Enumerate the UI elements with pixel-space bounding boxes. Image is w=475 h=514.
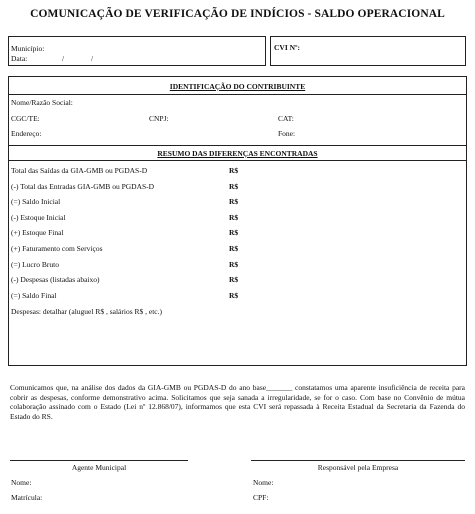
- resumo-row-currency: R$: [229, 290, 239, 300]
- resumo-row-currency: R$: [229, 197, 239, 207]
- resumo-row-label: (=) Lucro Bruto: [11, 259, 59, 269]
- agente-matricula-label: Matrícula:: [11, 493, 43, 502]
- municipio-label: Município:: [11, 44, 45, 53]
- comunicado-paragraph: Comunicamos que, na análise dos dados da GIA-GMB ou PGDAS-D do ano base_______ constatamos uma aparente insuficiência de receita para cobrir as despesas, conforme demonstrativo acima. Solicitamos que seja sanada a irregularidade, se for o caso. Com base no Convênio de mútua colaboração assinado com o Estado (Lei nº 12.868/07), informamos que esta CVI será repassada à Receita Estadual da Secretaria da Fazenda do Estado do RS.: [10, 383, 465, 421]
- cvi-label: CVI Nº:: [274, 43, 301, 52]
- contribuinte-heading-divider: [8, 94, 467, 95]
- empresa-cpf-label: CPF:: [253, 493, 269, 502]
- empresa-signature-line: [251, 460, 465, 461]
- agente-municipal-label: Agente Municipal: [71, 463, 127, 472]
- resumo-row-label: (+) Faturamento com Serviços: [11, 244, 103, 253]
- resumo-row-label: (-) Despesas (listadas abaixo): [11, 275, 100, 285]
- data-separator-1: /: [62, 54, 65, 63]
- empresa-responsavel-label: Responsável pela Empresa: [317, 463, 399, 472]
- resumo-row-currency: R$: [229, 166, 239, 175]
- empresa-nome-label: Nome:: [253, 478, 274, 487]
- cat-label: CAT:: [278, 114, 294, 123]
- page-title: COMUNICAÇÃO DE VERIFICAÇÃO DE INDÍCIOS - SALDO OPERACIONAL: [30, 8, 445, 20]
- agente-signature-line: [10, 460, 188, 461]
- cgc-te-label: CGC/TE:: [11, 114, 40, 123]
- data-separator-2: /: [91, 54, 94, 63]
- agente-nome-label: Nome:: [11, 478, 32, 487]
- resumo-row-currency: R$: [229, 181, 239, 191]
- resumo-heading-divider: [8, 160, 467, 161]
- resumo-row-label: (+) Estoque Final: [11, 228, 64, 238]
- data-label: Data:: [11, 54, 28, 63]
- resumo-row-label: (-) Estoque Inicial: [11, 212, 66, 222]
- contribuinte-heading: IDENTIFICAÇÃO DO CONTRIBUINTE: [169, 82, 306, 91]
- fone-label: Fone:: [278, 129, 296, 138]
- resumo-row-currency: R$: [229, 275, 239, 285]
- resumo-row-currency: R$: [229, 259, 239, 269]
- resumo-row-currency: R$: [229, 244, 239, 253]
- resumo-row-currency: R$: [229, 228, 239, 238]
- nome-razao-social-label: Nome/Razão Social:: [11, 98, 73, 107]
- resumo-row-currency: R$: [229, 212, 239, 222]
- contribuinte-bottom-divider: [8, 145, 467, 146]
- resumo-row-label: (-) Total das Entradas GIA-GMB ou PGDAS-D: [11, 181, 155, 191]
- municipio-data-box: [8, 36, 266, 66]
- resumo-heading: RESUMO DAS DIFERENÇAS ENCONTRADAS: [157, 149, 318, 158]
- resumo-row-label: (=) Saldo Final: [11, 290, 57, 300]
- resumo-row-label: Total das Saídas da GIA-GMB ou PGDAS-D: [11, 166, 148, 175]
- resumo-row-label: (=) Saldo Inicial: [11, 197, 61, 207]
- despesas-label: Despesas: detalhar (aluguel R$ , salários R$ , etc.): [11, 307, 162, 316]
- endereco-label: Endereço:: [11, 129, 42, 138]
- cnpj-label: CNPJ:: [149, 114, 169, 123]
